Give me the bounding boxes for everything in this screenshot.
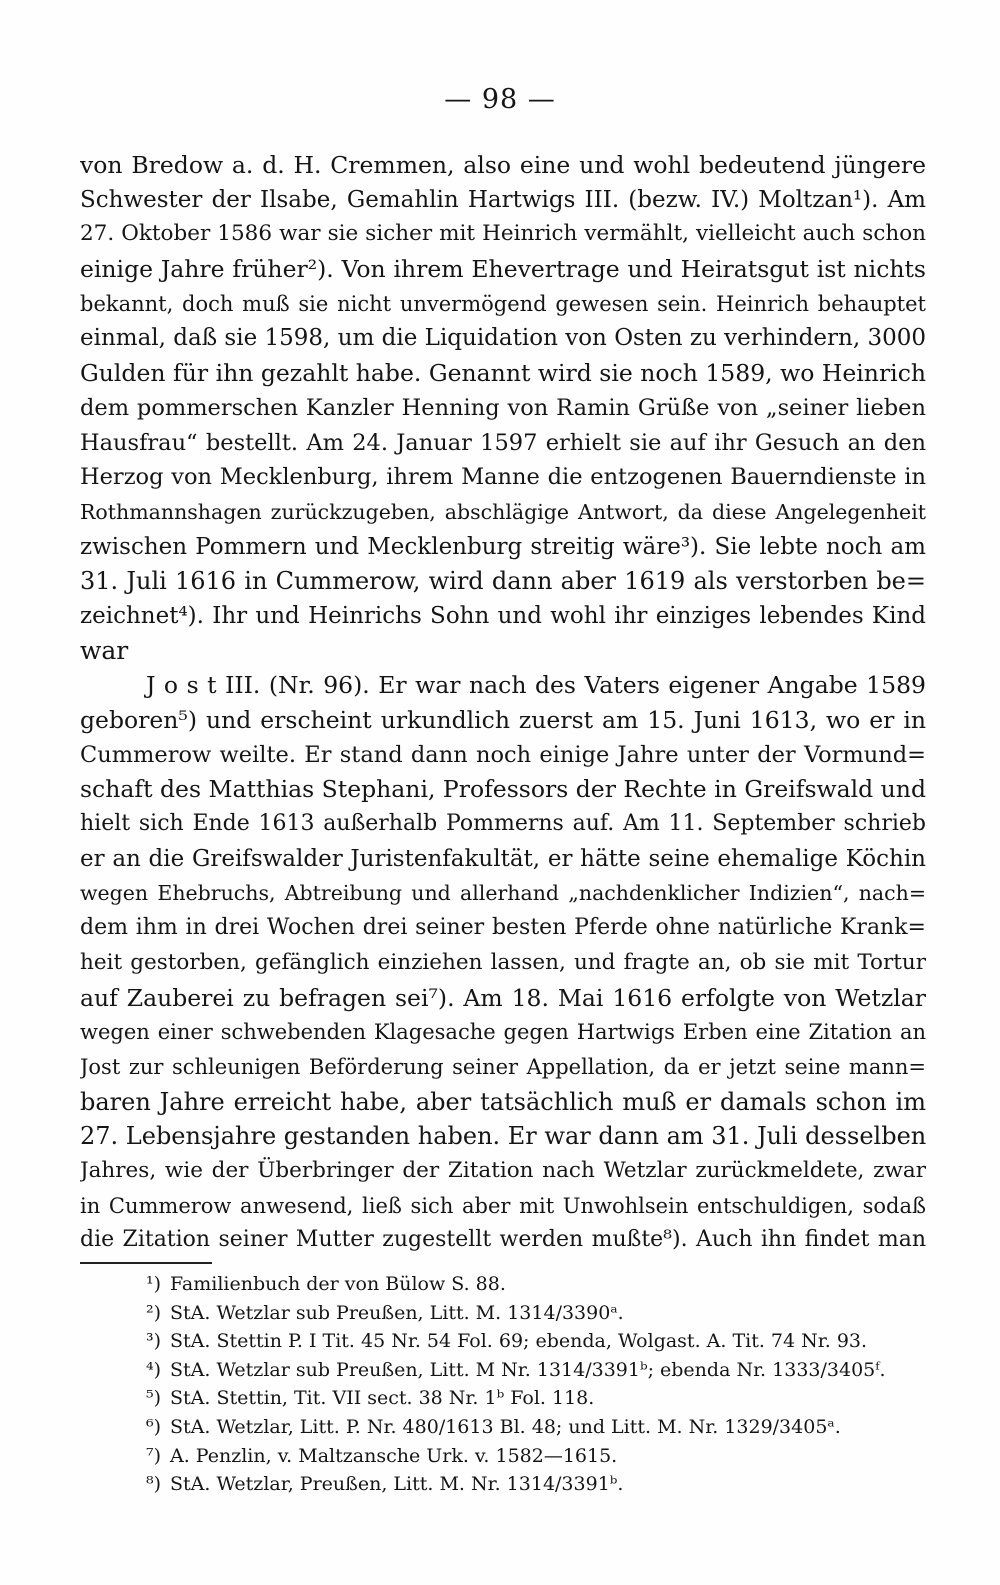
body-line: Jahres, wie der Überbringer der Zitation nach Wetzlar zurückmeldete, zwar xyxy=(80,1157,926,1183)
footnote xyxy=(146,1470,936,1499)
body-line: Hausfrau“ bestellt. Am 24. Januar 1597 erhielt sie auf ihr Gesuch an den xyxy=(80,429,926,456)
footnote xyxy=(146,1327,936,1356)
footnote-text: StA. Wetzlar sub Preußen, Litt. M Nr. 1314/3391ᵇ; ebenda Nr. 1333/3405ᶠ. xyxy=(170,1358,886,1381)
body-line: er an die Greifswalder Juristenfakultät, er hätte seine ehemalige Köchin xyxy=(80,845,926,872)
body-line: zwischen Pommern und Mecklenburg streitig wäre³). Sie lebte noch am xyxy=(80,533,926,560)
footnote xyxy=(146,1384,936,1413)
body-line: schaft des Matthias Stephani, Professors der Rechte in Greifswald und xyxy=(80,775,926,804)
body-line: einige Jahre früher²). Von ihrem Ehevertrage und Heiratsgut ist nichts xyxy=(80,255,926,284)
footnote xyxy=(146,1442,936,1471)
footnote-marker: ²) xyxy=(146,1301,162,1324)
footnote-text: Familienbuch der von Bülow S. 88. xyxy=(170,1273,506,1295)
body-line: baren Jahre erreicht habe, aber tatsächlich muß er damals schon im xyxy=(80,1087,926,1116)
footnote-text: StA. Wetzlar sub Preußen, Litt. M. 1314/3390ᵃ. xyxy=(170,1301,624,1324)
footnote xyxy=(146,1270,936,1299)
footnote-text: StA. Wetzlar, Litt. P. Nr. 480/1613 Bl. 48; und Litt. M. Nr. 1329/3405ᵃ. xyxy=(170,1415,841,1438)
body-line: Jost zur schleunigen Beförderung seiner Appellation, da er jetzt seine mann= xyxy=(80,1054,926,1079)
body-line: hielt sich Ende 1613 außerhalb Pommerns auf. Am 11. September schrieb xyxy=(80,811,926,837)
body-text xyxy=(80,148,926,1258)
footnote-marker: ⁶) xyxy=(146,1415,162,1438)
footnote xyxy=(146,1299,936,1328)
body-line: Gulden für ihn gezahlt habe. Genannt wird sie noch 1589, wo Heinrich xyxy=(80,359,926,388)
body-line: Schwester der Ilsabe, Gemahlin Hartwigs III. (bezw. IV.) Moltzan¹). Am xyxy=(80,186,926,213)
body-line: geboren⁵) und erscheint urkundlich zuerst am 15. Juni 1613, wo er in xyxy=(80,706,926,734)
footnote-text: StA. Stettin P. I Tit. 45 Nr. 54 Fol. 69; ebenda, Wolgast. A. Tit. 74 Nr. 93. xyxy=(170,1330,868,1353)
body-line: 31. Juli 1616 in Cummerow, wird dann aber 1619 als verstorben be= xyxy=(80,567,926,596)
body-line: war xyxy=(80,635,129,665)
body-line: dem ihm in drei Wochen drei seiner besten Pferde ohne natürliche Krank= xyxy=(80,915,926,941)
footnote-divider xyxy=(80,1262,212,1264)
body-line: Cummerow weilte. Er stand dann noch einige Jahre unter der Vormund= xyxy=(80,741,926,768)
footnote-text: StA. Stettin, Tit. VII sect. 38 Nr. 1ᵇ Fol. 118. xyxy=(170,1387,595,1410)
footnote-marker: ⁸) xyxy=(146,1473,162,1496)
body-line: von Bredow a. d. H. Cremmen, also eine und wohl bedeutend jüngere xyxy=(80,151,926,179)
body-line: heit gestorben, gefänglich einziehen lassen, und fragte an, ob sie mit Tortur xyxy=(80,949,926,975)
body-line: dem pommerschen Kanzler Henning von Ramin Grüße von „seiner lieben xyxy=(80,394,926,421)
footnote-text: A. Penzlin, v. Maltzansche Urk. v. 1582—1615. xyxy=(170,1444,618,1467)
body-line: Herzog von Mecklenburg, ihrem Manne die entzogenen Bauerndienste in xyxy=(80,464,926,491)
body-line: in Cummerow anwesend, ließ sich aber mit Unwohlsein entschuldigen, sodaß xyxy=(80,1193,926,1218)
body-line: 27. Oktober 1586 war sie sicher mit Heinrich vermählt, vielleicht auch schon xyxy=(80,221,926,247)
page-number: — 98 — xyxy=(444,84,556,115)
body-line: auf Zauberei zu befragen sei⁷). Am 18. Mai 1616 erfolgte von Wetzlar xyxy=(80,983,926,1012)
body-line: einmal, daß sie 1598, um die Liquidation von Osten zu verhindern, 3000 xyxy=(80,325,926,352)
body-line: zeichnet⁴). Ihr und Heinrichs Sohn und wohl ihr einziges lebendes Kind xyxy=(80,602,926,629)
body-line: wegen einer schwebenden Klagesache gegen Hartwigs Erben eine Zitation an xyxy=(80,1020,926,1045)
body-line: 27. Lebensjahre gestanden haben. Er war dann am 31. Juli desselben xyxy=(80,1122,926,1151)
body-line: die Zitation seiner Mutter zugestellt werden mußte⁸). Auch ihn findet man xyxy=(80,1227,926,1253)
footnote-text: StA. Wetzlar, Preußen, Litt. M. Nr. 1314/3391ᵇ. xyxy=(170,1473,624,1496)
footnote-marker: ⁴) xyxy=(146,1358,162,1381)
body-line: Rothmannshagen zurückzugeben, abschlägige Antwort, da diese Angelegenheit xyxy=(80,499,926,524)
footnote-marker: ⁷) xyxy=(146,1444,162,1467)
body-line: J o s t III. (Nr. 96). Er war nach des Vaters eigener Angabe 1589 xyxy=(146,671,926,700)
footnotes xyxy=(146,1270,936,1499)
footnote xyxy=(146,1356,936,1385)
body-line: bekannt, doch muß sie nicht unvermögend gewesen sein. Heinrich behauptet xyxy=(80,291,926,316)
footnote-marker: ¹) xyxy=(146,1273,162,1295)
body-line: wegen Ehebruchs, Abtreibung und allerhand „nachdenklicher Indizien“, nach= xyxy=(80,881,926,906)
footnote-marker: ³) xyxy=(146,1330,162,1353)
footnote xyxy=(146,1413,936,1442)
footnote-marker: ⁵) xyxy=(146,1387,162,1410)
